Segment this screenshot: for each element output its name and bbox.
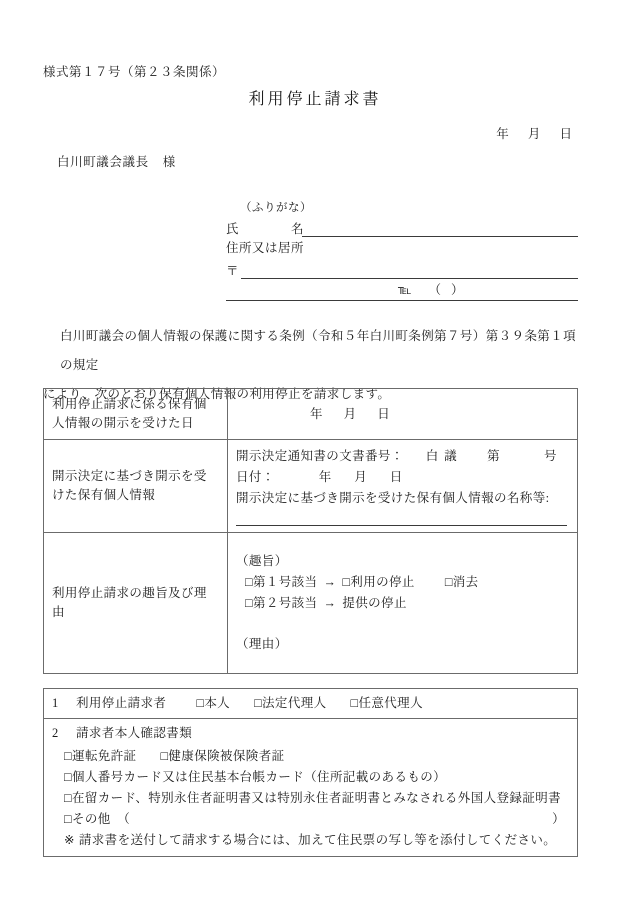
statement-line-1: 白川町議会の個人情報の保護に関する条例（令和５年白川町条例第７号）第３９条第１項の規定 (60, 329, 577, 372)
row2-date-label: 日付： (236, 470, 275, 484)
arrow-icon-2: → (323, 596, 337, 610)
checkbox-residence-card[interactable]: □在留カード、特別永住者証明書又は特別永住者証明書とみなされる外国人登録証明書 (64, 791, 562, 805)
table-row-disclosed-info (44, 440, 578, 533)
address-label: 住所又は居所 (226, 241, 305, 255)
row1-date-fields (236, 405, 569, 424)
note-mark-icon: ※ (64, 833, 75, 847)
other-label: □その他 （ (64, 812, 131, 826)
row1-day-label: 日 (377, 406, 391, 421)
table-row-disclosure-date (44, 389, 578, 440)
checkbox-voluntary-representative[interactable]: □任意代理人 (350, 696, 423, 710)
row2-month-label: 月 (354, 470, 368, 484)
tel-row[interactable] (226, 280, 578, 301)
row2-doc-number-label: 開示決定通知書の文書番号： (236, 449, 404, 463)
row1-label: 利用停止請求に係る保有個人情報の開示を受けた日 (44, 389, 228, 440)
reason-heading: （理由） (236, 637, 288, 651)
date-day-label: 日 (559, 127, 573, 141)
item2-line (52, 724, 569, 743)
date-line (489, 124, 580, 142)
verification-table (43, 688, 578, 857)
date-year-label: 年 (496, 127, 510, 141)
other-paren-close: ） (552, 812, 565, 826)
table-row-verification-docs (44, 719, 578, 857)
tel-group (398, 280, 464, 298)
row2-doc-gou: 号 (544, 449, 558, 463)
row2-doc-mid: 議 (444, 449, 458, 463)
purpose-heading: （趣旨） (236, 554, 288, 568)
row2-year-label: 年 (318, 470, 333, 484)
checkbox-erase[interactable]: □消去 (444, 575, 479, 589)
checkbox-health-insurance[interactable]: □健康保険被保険者証 (160, 749, 285, 763)
checkbox-item-1[interactable]: □第１号該当 (245, 575, 318, 589)
tel-icon: ℡ (398, 283, 413, 297)
item1-cell[interactable] (44, 689, 578, 719)
row2-day-label: 日 (389, 470, 404, 484)
addressee (57, 152, 176, 170)
checkbox-drivers-license[interactable]: □運転免許証 (64, 749, 137, 763)
item2-label: 請求者本人確認書類 (76, 726, 193, 740)
name-row (226, 217, 578, 237)
row2-doc-dai: 第 (487, 449, 501, 463)
note-text: 請求書を送付して請求する場合には、加えて住民票の写し等を添付してください。 (78, 833, 557, 847)
row2-value-cell[interactable] (228, 440, 578, 533)
row2-name-label: 開示決定に基づき開示を受けた保有個人情報の名称等: (236, 491, 550, 505)
row2-label: 開示決定に基づき開示を受けた保有個人情報 (44, 440, 228, 533)
document-checkbox-list (52, 746, 569, 851)
arrow-icon-1: → (323, 575, 337, 589)
row3-label: 利用停止請求の趣旨及び理由 (44, 533, 228, 674)
row1-year-label: 年 (310, 406, 324, 421)
main-form-table (43, 388, 578, 674)
checkbox-item-2[interactable]: □第２号該当 (245, 596, 318, 610)
postal-input-rule[interactable] (241, 263, 578, 279)
submission-note (52, 830, 569, 851)
form-number: 様式第１７号（第２３条関係） (43, 65, 226, 79)
row2-doc-number-line (236, 446, 569, 467)
name-input-rule[interactable] (302, 221, 578, 237)
tel-paren-close: ） (450, 283, 465, 297)
postal-mark-icon: 〒 (226, 264, 239, 278)
furigana-label: （ふりがな） (240, 202, 312, 214)
item2-cell[interactable] (44, 719, 578, 857)
item1-number: 1 (52, 696, 59, 710)
row1-value-cell[interactable] (228, 389, 578, 440)
checkbox-self[interactable]: □本人 (196, 696, 231, 710)
suspend-provision-label: 提供の停止 (342, 596, 407, 610)
addressee-name: 白川町議会議長 (57, 155, 149, 169)
checkbox-suspend-use[interactable]: □利用の停止 (342, 575, 415, 589)
applicant-block (226, 199, 578, 301)
item2-number: 2 (52, 726, 59, 740)
row2-name-input-rule[interactable] (236, 510, 567, 526)
table-row-requester (44, 689, 578, 719)
table-row-purpose-reason (44, 533, 578, 674)
date-month-label: 月 (527, 127, 542, 141)
checkbox-my-number-card[interactable]: □個人番号カード又は住民基本台帳カード（住所記載のあるもの） (64, 770, 447, 784)
checkbox-legal-representative[interactable]: □法定代理人 (254, 696, 327, 710)
row2-doc-prefix: 白 (425, 449, 445, 463)
row2-date-line (236, 467, 569, 488)
item1-line (52, 694, 569, 713)
addressee-honorific: 様 (162, 155, 176, 169)
postal-row (226, 259, 578, 279)
name-label: 氏 名 (226, 222, 305, 236)
checkbox-other[interactable] (52, 809, 569, 830)
statement-line-2: により、次のとおり保有個人情報の利用停止を請求します。 (43, 387, 391, 401)
page-title: 利用停止請求書 (248, 91, 382, 108)
tel-paren-open: （ (428, 283, 451, 297)
row3-value-cell[interactable] (228, 533, 578, 674)
docs-line-1[interactable] (52, 746, 569, 767)
purpose-option-2[interactable] (236, 593, 569, 614)
item1-label: 利用停止請求者 (76, 696, 167, 710)
purpose-option-1[interactable] (236, 572, 569, 593)
row1-month-label: 月 (343, 406, 358, 421)
